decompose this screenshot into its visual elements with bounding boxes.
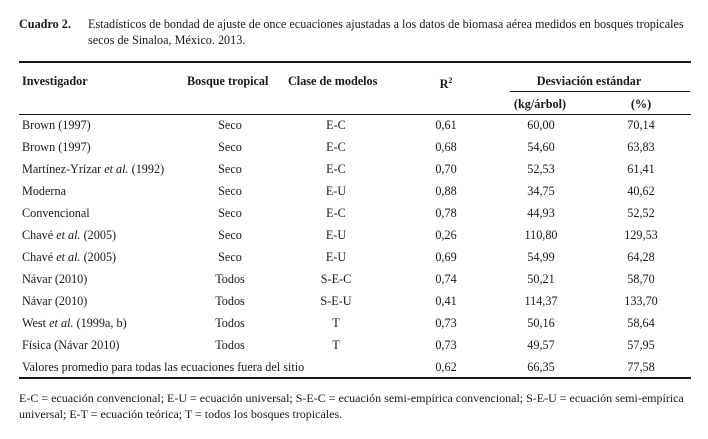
cell-investigador: [22, 293, 87, 309]
cell-pct: 52,52: [627, 206, 655, 220]
cell-kg: 60,00: [527, 118, 555, 132]
cell-clase: E-C: [326, 206, 346, 220]
header-bosque: Bosque tropical: [187, 74, 269, 88]
cell-pct: 63,83: [627, 140, 655, 154]
cell-pct: 40,62: [627, 184, 655, 198]
cell-bosque: Seco: [218, 250, 242, 264]
cell-clase: E-C: [326, 118, 346, 132]
cell-investigador: [22, 139, 91, 155]
investigador-year: (2005): [80, 228, 117, 242]
cell-investigador: [22, 205, 90, 221]
cell-clase: E-C: [326, 162, 346, 176]
header-rule: [19, 114, 691, 115]
cell-clase: E-U: [325, 184, 347, 198]
investigador-name: Física (Návar 2010): [22, 338, 120, 352]
cell-kg: 34,75: [527, 184, 555, 198]
cell-r2: 0,78: [435, 206, 457, 220]
investigador-year: (1999a, b): [73, 316, 127, 330]
investigador-name: Martínez-Yrízar: [22, 162, 105, 176]
cell-investigador: [22, 161, 164, 177]
investigador-year: (1992): [128, 162, 165, 176]
investigador-etal: et al.: [104, 162, 129, 176]
cell-pct: 129,53: [624, 228, 658, 242]
cell-bosque: Todos: [215, 272, 245, 286]
investigador-name: West: [22, 316, 50, 330]
cell-clase: T: [332, 338, 340, 352]
cell-kg: 44,93: [527, 206, 555, 220]
cell-clase: S-E-U: [320, 294, 352, 308]
cell-kg: 66,35: [527, 360, 555, 374]
header-pct: (%): [630, 97, 652, 111]
cell-r2: 0,74: [435, 272, 457, 286]
cell-clase: T: [332, 316, 340, 330]
cell-r2: 0,62: [435, 360, 457, 374]
header-sub-rule: [510, 91, 690, 92]
cell-r2: 0,70: [435, 162, 457, 176]
cell-r2: 0,26: [435, 228, 457, 242]
cell-pct: 133,70: [624, 294, 658, 308]
caption-text: Estadísticos de bondad de ajuste de once ecuaciones ajustadas a los datos de biomasa aérea medidos en bosques tropicales secos de Sinaloa, México. 2013.: [88, 17, 684, 47]
cell-kg: 54,99: [527, 250, 555, 264]
cell-pct: 70,14: [627, 118, 655, 132]
cell-bosque: Seco: [218, 162, 242, 176]
cell-pct: 57,95: [627, 338, 655, 352]
investigador-name: Chavé: [22, 228, 57, 242]
cell-bosque: Seco: [218, 228, 242, 242]
investigador-etal: et al.: [56, 250, 81, 264]
investigador-name: Brown (1997): [22, 118, 91, 132]
cell-bosque: Todos: [215, 338, 245, 352]
cell-bosque: Seco: [218, 140, 242, 154]
cell-pct: 77,58: [627, 360, 655, 374]
cell-r2: 0,68: [435, 140, 457, 154]
cell-r2: 0,61: [435, 118, 457, 132]
cell-kg: 114,37: [524, 294, 558, 308]
cell-investigador: [22, 227, 116, 243]
cell-investigador: [22, 271, 87, 287]
cell-kg: 52,53: [527, 162, 555, 176]
cell-r2: 0,73: [435, 338, 457, 352]
table-footnote: E-C = ecuación convencional; E-U = ecuación universal; S-E-C = ecuación semi-empírica convencional; S-E-U = ecuación semi-empírica universal; E-T = ecuación teórica; T = todos los bosques tropicales.: [19, 391, 684, 421]
header-r2: $R^2$: [439, 76, 453, 92]
top-rule: [19, 61, 691, 63]
cell-bosque: Seco: [218, 206, 242, 220]
cell-kg: 110,80: [524, 228, 558, 242]
investigador-name: Návar (2010): [22, 294, 88, 308]
cell-clase: E-U: [325, 228, 347, 242]
header-investigador: Investigador: [22, 74, 88, 88]
cell-r2: 0,41: [435, 294, 457, 308]
header-clase: Clase de modelos: [288, 74, 378, 88]
investigador-etal: et al.: [49, 316, 74, 330]
cell-investigador: [22, 117, 91, 133]
cell-investigador: [22, 337, 119, 353]
cell-clase: S-E-C: [320, 272, 352, 286]
cell-kg: 54,60: [527, 140, 555, 154]
cell-pct: 64,28: [627, 250, 655, 264]
caption-label: Cuadro 2.: [19, 17, 71, 31]
investigador-name: Moderna: [22, 184, 66, 198]
investigador-name: Convencional: [22, 206, 90, 220]
cell-r2: 0,69: [435, 250, 457, 264]
cell-bosque: Todos: [215, 316, 245, 330]
investigador-name: Brown (1997): [22, 140, 91, 154]
bottom-rule: [19, 377, 691, 379]
summary-label: Valores promedio para todas las ecuaciones fuera del sitio: [22, 360, 305, 374]
cell-pct: 58,70: [627, 272, 655, 286]
cell-bosque: Todos: [215, 294, 245, 308]
cell-r2: 0,88: [435, 184, 457, 198]
cell-kg: 49,57: [527, 338, 555, 352]
header-desviacion: Desviación estándar: [536, 74, 642, 88]
cell-pct: 58,64: [627, 316, 655, 330]
cell-kg: 50,16: [527, 316, 555, 330]
cell-kg: 50,21: [527, 272, 555, 286]
cell-investigador: [22, 183, 66, 199]
cell-investigador: [22, 249, 116, 265]
cell-bosque: Seco: [218, 184, 242, 198]
cell-pct: 61,41: [627, 162, 655, 176]
cell-r2: 0,73: [435, 316, 457, 330]
investigador-name: Návar (2010): [22, 272, 88, 286]
investigador-name: Chavé: [22, 250, 57, 264]
cell-investigador: [22, 315, 127, 331]
investigador-year: (2005): [80, 250, 117, 264]
cell-clase: E-U: [325, 250, 347, 264]
cell-clase: E-C: [326, 140, 346, 154]
investigador-etal: et al.: [56, 228, 81, 242]
cell-bosque: Seco: [218, 118, 242, 132]
header-kg: (kg/árbol): [513, 97, 567, 111]
